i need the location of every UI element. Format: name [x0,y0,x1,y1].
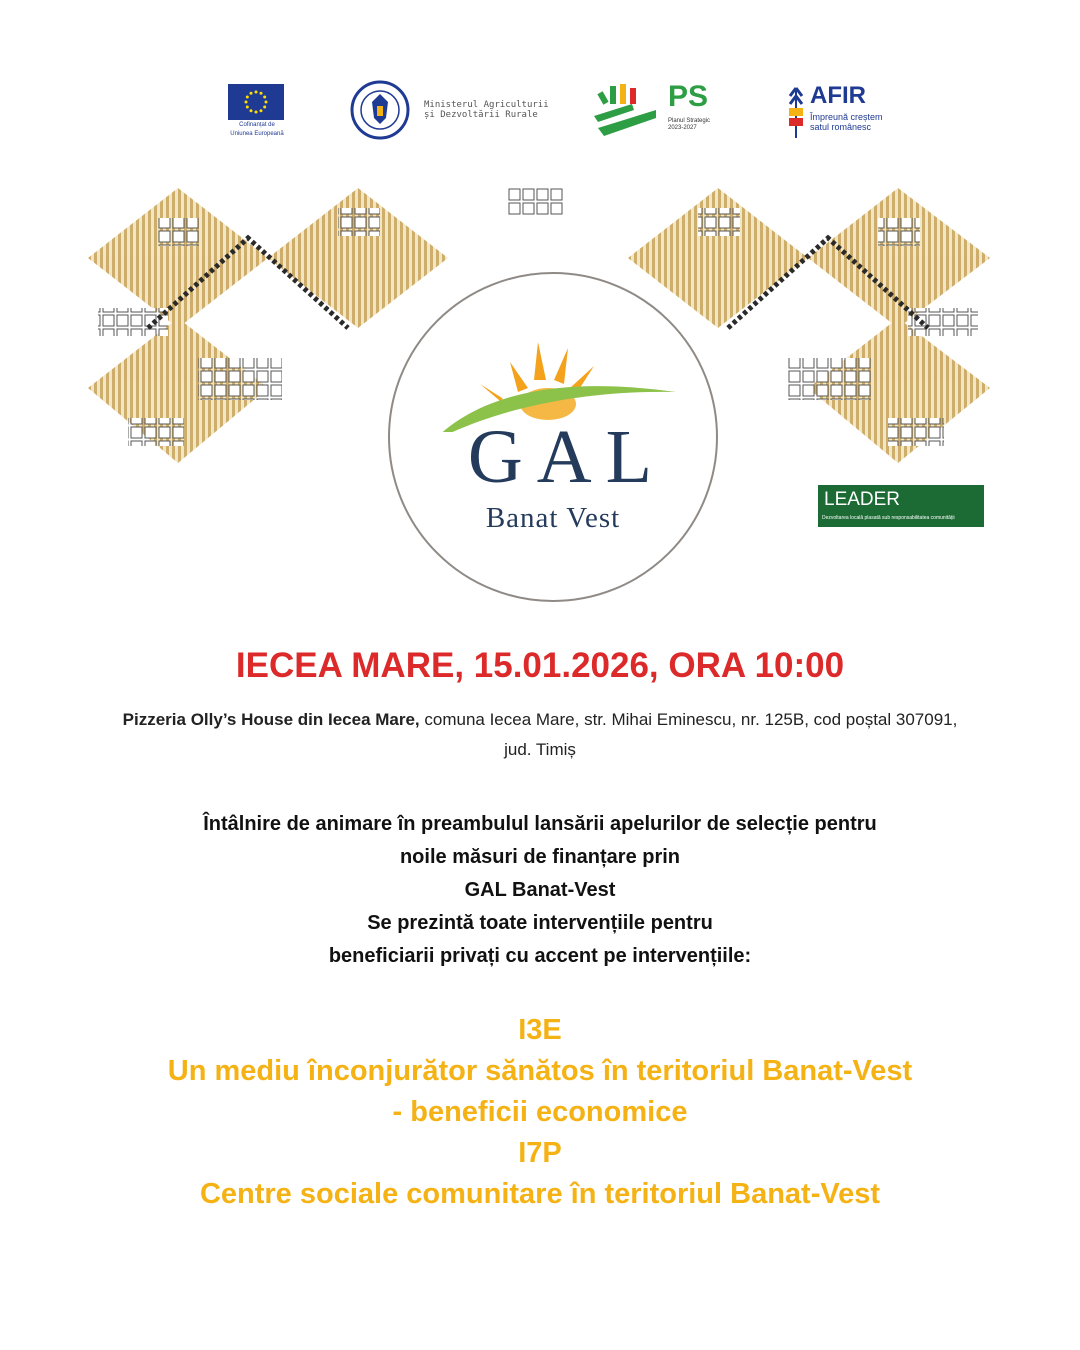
government-seal-icon [350,80,410,140]
afir-tag-2: satul românesc [810,122,872,132]
ps-stripes-icon [592,80,662,140]
interventions-list [60,1010,1020,1215]
ministry-line-1: Ministerul Agriculturii [424,100,549,110]
gal-wordmark: GAL [467,415,667,499]
ministry-logo [350,80,549,140]
venue-name: Pizzeria Olly’s House din Iecea Mare, [122,710,420,729]
gal-logo-circle [388,272,718,602]
afir-tagline [810,112,883,132]
ps-line-1: Planul Strategic [668,118,711,124]
description-line-5: beneficiarii privați cu accent pe intervențiile: [328,945,752,967]
leader-subtitle: Dezvoltarea locală plasată sub responsabilitatea comunității [822,515,955,521]
ps-logo [592,80,732,140]
ps-subtitle [668,118,710,132]
ps-title: PS [668,80,709,113]
intervention-title-1a: Un mediu înconjurător sănătos în teritoriul Banat-Vest [167,1055,913,1087]
venue-details: comuna Iecea Mare, str. Mihai Eminescu, nr. 125B, cod poștal 307091, jud. Timiș [419,710,958,759]
intervention-code-1: I3E [518,1014,562,1046]
description-line-2: noile măsuri de finanțare prin [399,846,681,868]
intervention-title-2: Centre sociale comunitare în teritoriul Banat-Vest [199,1178,881,1210]
eu-logo [228,84,286,138]
ministry-name [424,100,549,120]
event-address [110,705,970,765]
banat-vest-wordmark: Banat Vest [485,502,621,534]
ministry-line-2: și Dezvoltării Rurale [424,110,538,120]
afir-tag-1: Împreună creștem [810,112,883,122]
event-description [90,808,990,973]
event-date-title: IECEA MARE, 15.01.2026, ORA 10:00 [235,646,845,685]
description-line-1: Întâlnire de animare în preambulul lansării apelurilor de selecție pentru [203,813,877,835]
afir-logo [786,82,886,142]
eu-caption-1: Cofinanțat de [239,122,275,128]
afir-name: AFIR [810,82,866,109]
intervention-code-2: I7P [518,1137,562,1169]
partner-logos [0,78,1080,148]
description-line-4: Se prezintă toate intervențiile pentru [367,912,713,934]
leader-title: LEADER [824,489,901,510]
ps-line-2: 2023-2027 [668,125,697,131]
intervention-title-1b: - beneficii economice [392,1096,688,1128]
eu-flag-icon [228,84,284,120]
description-line-3: GAL Banat-Vest [464,879,616,901]
leader-badge [818,485,984,527]
eu-caption-2: Uniunea Europeană [230,131,284,137]
wheat-icon [786,82,806,140]
